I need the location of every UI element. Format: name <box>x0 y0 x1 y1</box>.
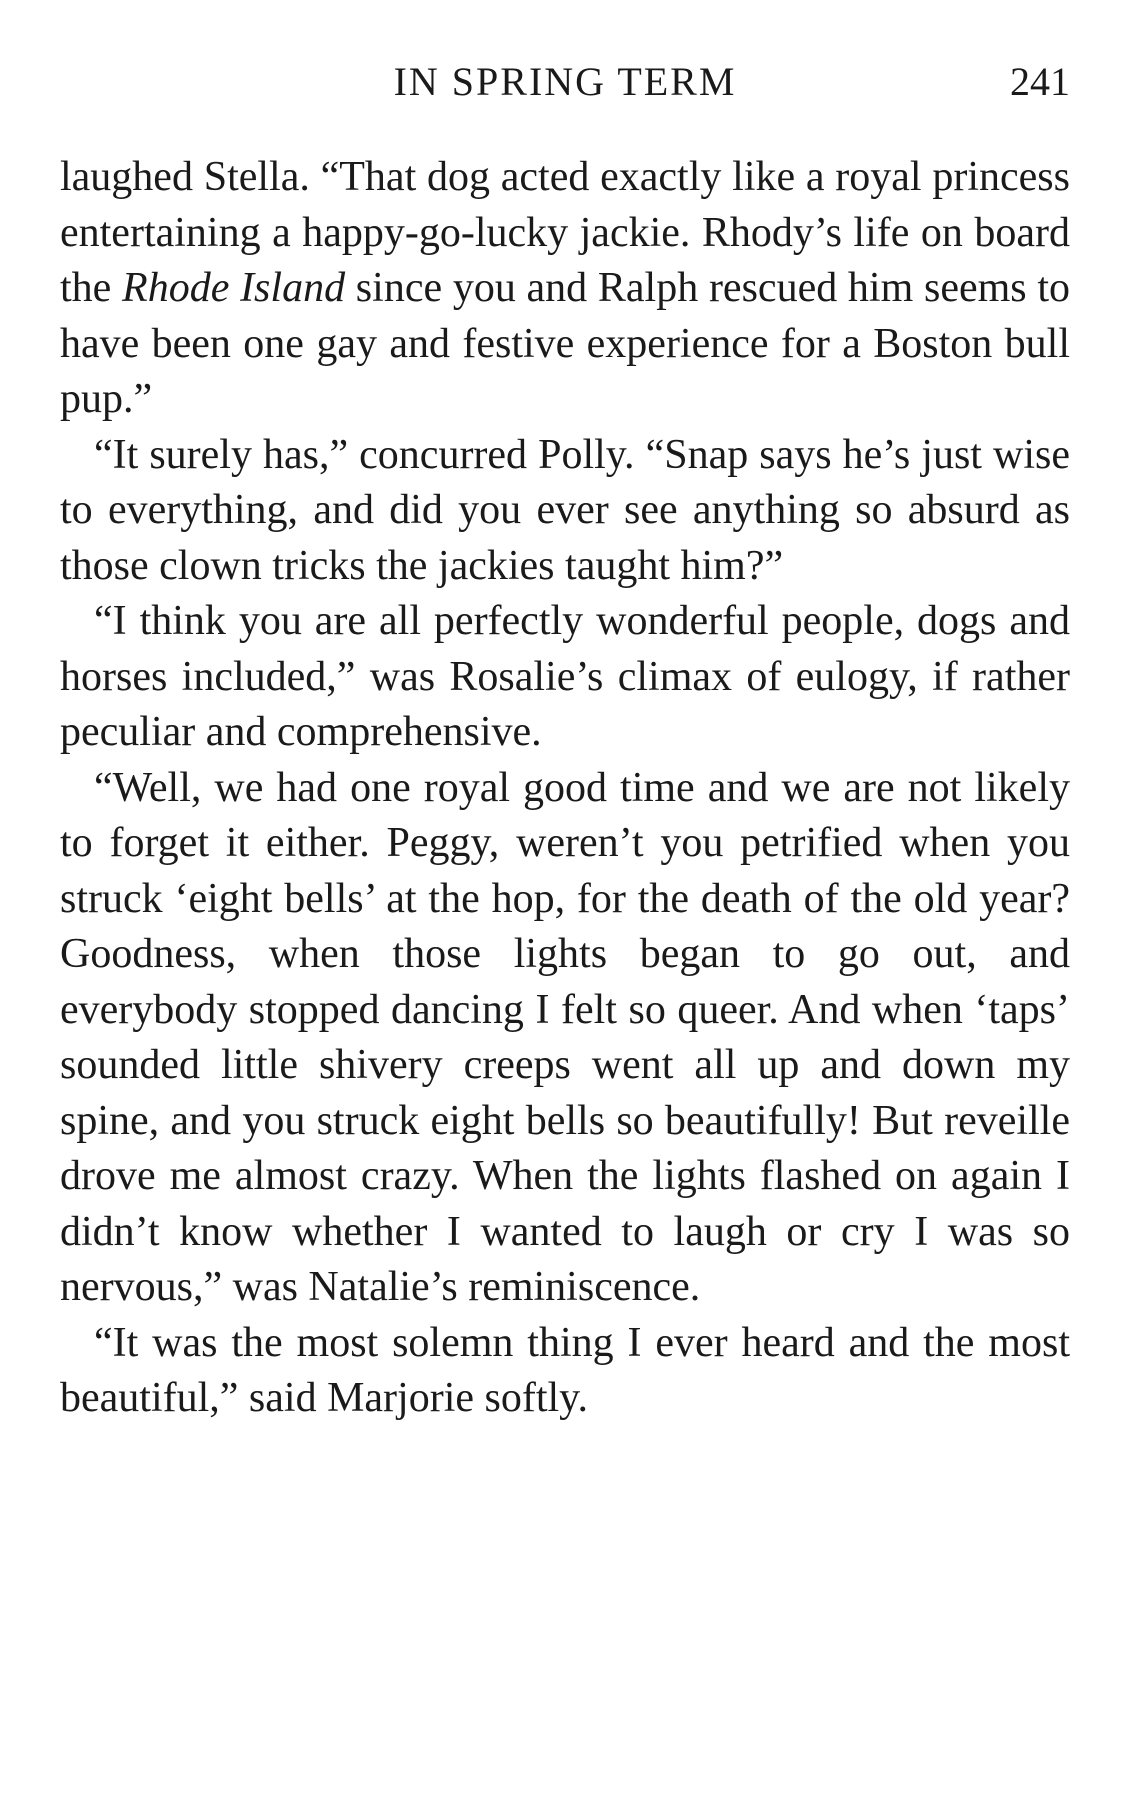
paragraph: “It surely has,” concurred Polly. “Snap says he’s just wise to everything, and did you ever see anything so absurd as those clown tricks the jackies taught him?” <box>60 431 1070 589</box>
paragraph: “I think you are all perfectly wonderful people, dogs and horses included,” was Rosalie’s climax of eulogy, if rather peculiar and comprehensive. <box>60 598 1070 755</box>
paragraph-continued <box>60 150 1070 428</box>
body-text <box>60 150 1070 1427</box>
ship-name: Rhode Island <box>122 265 346 311</box>
paragraph: “It was the most solemn thing I ever heard and the most beautiful,” said Marjorie softly. <box>60 1319 1070 1421</box>
page-number: 241 <box>1010 59 1070 104</box>
paragraph-text: laughed Stella. “That dog acted exactly like a royal princess entertaining a happy-go-lucky jackie. Rhody’s life on board the <box>60 154 1070 311</box>
paragraph-text: since you and Ralph rescued him seems to have been one gay and festive experience for a Boston bull pup.” <box>60 265 1071 422</box>
running-head <box>60 52 1070 112</box>
running-title: IN SPRING TERM <box>393 59 737 104</box>
paragraph: “Well, we had one royal good time and we are not likely to forget it either. Peggy, weren’t you petrified when you struck ‘eight bells’ at the hop, for the death of the old year? Goodness, when those lights began to go out, and everybody stopped dancing I felt so queer. And when ‘taps’ sounded little shivery creeps went all up and down my spine, and you struck eight bells so beautifully! But reveille drove me almost crazy. When the lights flashed on again I didn’t know whether I wanted to laugh or cry I was so nervous,” was Natalie’s reminiscence. <box>60 764 1070 1310</box>
